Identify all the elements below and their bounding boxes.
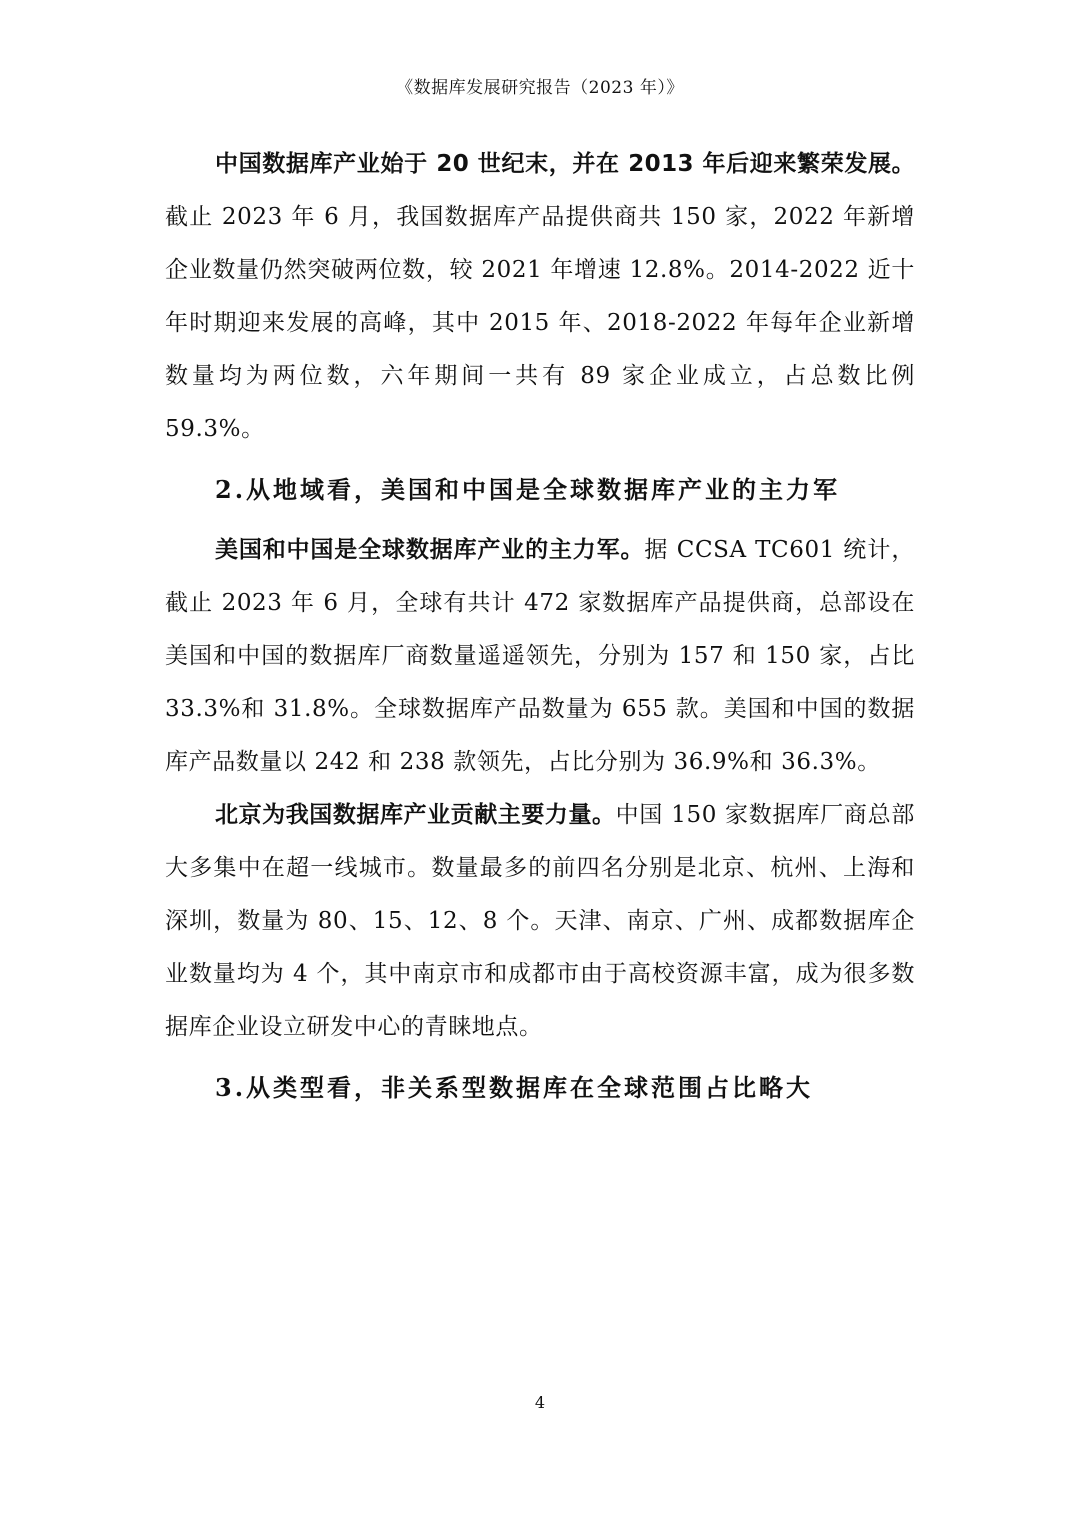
paragraph-body: 据 CCSA TC601 统计，截止 2023 年 6 月，全球有共计 472 家数据库产品提供商，总部设在美国和中国的数据库厂商数量遥遥领先，分别为 157 和 150 家，占比 33.3%和 31.8%。全球数据库产品数量为 655 款。美国和中国的数据库产品数量以 242 和 238 款领先，占比分别为 36.9%和 36.3%。: [165, 537, 916, 775]
paragraph-lead: 北京为我国数据库产业贡献主要力量。: [215, 802, 616, 828]
page-number: 4: [534, 1393, 546, 1412]
paragraph-beijing: [165, 789, 915, 1054]
section-heading-type: 3.从类型看，非关系型数据库在全球范围占比略大: [215, 1073, 814, 1102]
paragraph-us-china: [165, 524, 915, 789]
running-header: 《数据库发展研究报告（2023 年）》: [396, 78, 684, 98]
paragraph-body: 中国 150 家数据库厂商总部大多集中在超一线城市。数量最多的前四名分别是北京、杭州、上海和深圳，数量为 80、15、12、8 个。天津、南京、广州、成都数据库企业数量均为 4 个，其中南京市和成都市由于高校资源丰富，成为很多数据库企业设立研发中心的青睐地点。: [165, 802, 915, 1040]
paragraph-lead: 中国数据库产业始于 20 世纪末，并在 2013 年后迎来繁荣发展。: [215, 151, 915, 177]
paragraph-industry-history: [165, 138, 915, 456]
paragraph-lead: 美国和中国是全球数据库产业的主力军。: [215, 537, 645, 563]
page-content: [165, 138, 915, 1116]
section-heading-geography: 2.从地域看，美国和中国是全球数据库产业的主力军: [215, 475, 841, 504]
paragraph-body: 截止 2023 年 6 月，我国数据库产品提供商共 150 家，2022 年新增企业数量仍然突破两位数，较 2021 年增速 12.8%。2014-2022 近十年时期迎来发展的高峰，其中 2015 年、2018-2022 年每年企业新增数量均为两位数，六年期间一共有 89 家企业成立，占总数比例 59.3%。: [165, 204, 915, 442]
